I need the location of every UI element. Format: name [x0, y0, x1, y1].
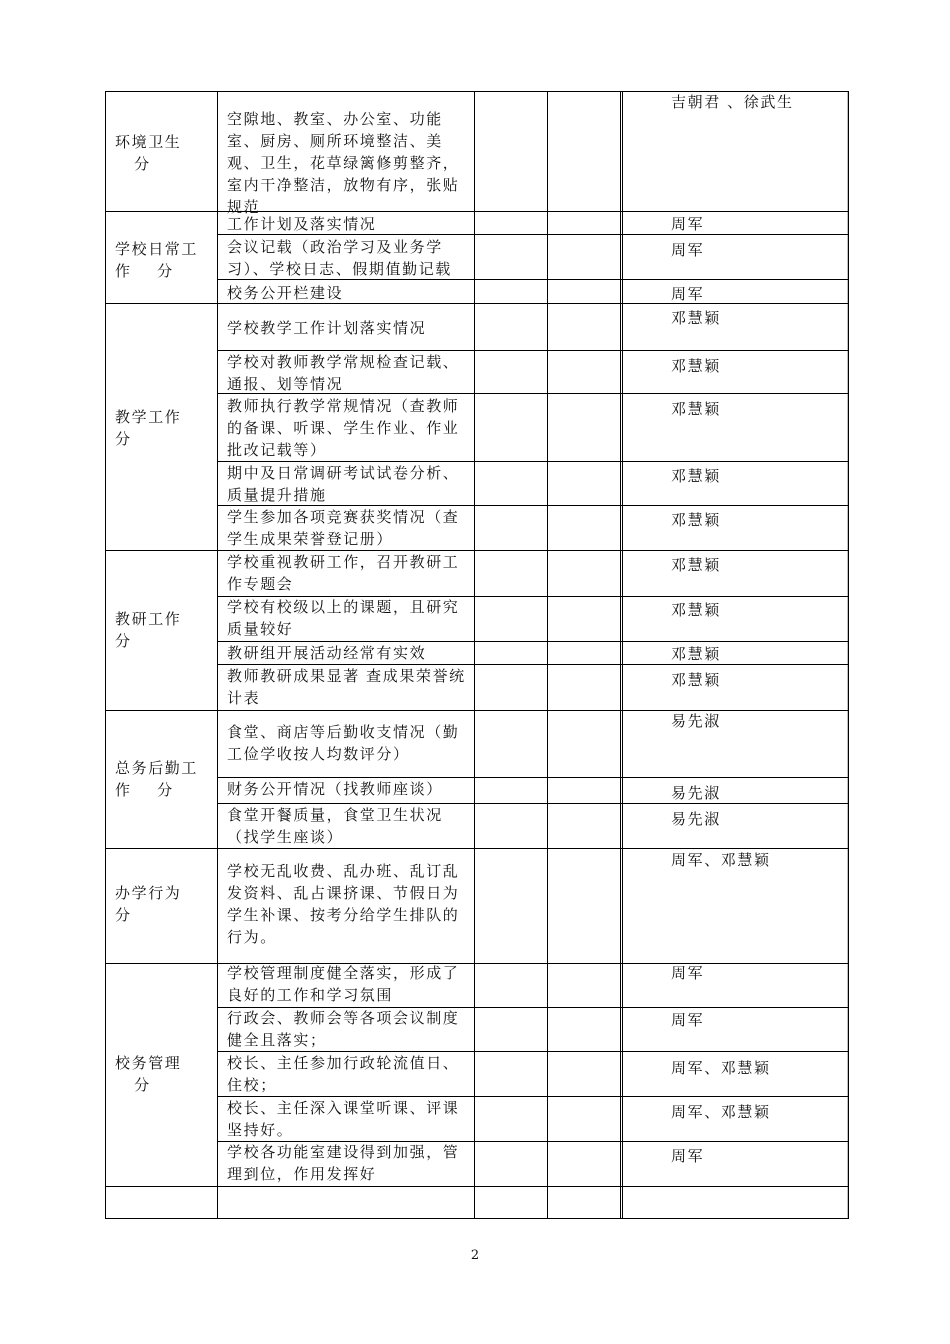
item-cell: 财务公开情况（找教师座谈）: [227, 780, 443, 798]
person-cell: 邓慧颖: [671, 556, 721, 574]
person-cell: 吉朝君 、徐武生: [671, 93, 794, 111]
person-cell: 易先淑: [671, 712, 721, 730]
item-cell: 教师执行教学常规情况（查教师的备课、听课、学生作业、作业批改记载等）: [227, 397, 460, 459]
item-cell: 学校教学工作计划落实情况: [227, 319, 427, 337]
person-cell: 邓慧颖: [671, 671, 721, 689]
person-cell: 周军、邓慧颖: [671, 1059, 771, 1077]
page-number: 2: [470, 1248, 480, 1263]
person-cell: 邓慧颖: [671, 601, 721, 619]
person-cell: 周军: [671, 215, 705, 233]
category-cell: 校务管理 分: [115, 1054, 182, 1094]
person-cell: 邓慧颖: [671, 645, 721, 663]
item-cell: 会议记载（政治学习及业务学习）、学校日志、假期值勤记载: [227, 238, 452, 278]
item-cell: 学校无乱收费、乱办班、乱订乱发资料、乱占课挤课、节假日为学生补课、按考分给学生排队的行为。: [227, 862, 460, 946]
person-cell: 邓慧颖: [671, 400, 721, 418]
person-cell: 周军: [671, 285, 705, 303]
person-cell: 周军: [671, 1147, 705, 1165]
item-cell: 学校重视教研工作，召开教研工作专题会: [227, 553, 460, 593]
category-cell: 总务后勤工作 分: [115, 759, 199, 799]
person-cell: 邓慧颖: [671, 511, 721, 529]
item-cell: 期中及日常调研考试试卷分析、质量提升措施: [227, 464, 460, 504]
person-cell: 易先淑: [671, 784, 721, 802]
category-cell: 环境卫生 分: [115, 133, 182, 173]
item-cell: 教师教研成果显著 查成果荣誉统计表: [227, 667, 466, 707]
person-cell: 周军: [671, 1011, 705, 1029]
item-cell: 校务公开栏建设: [227, 284, 344, 302]
evaluation-table: [105, 91, 849, 1219]
person-cell: 周军、邓慧颖: [671, 1103, 771, 1121]
category-cell: 学校日常工作 分: [115, 240, 199, 280]
person-cell: 邓慧颖: [671, 357, 721, 375]
item-cell: 食堂开餐质量，食堂卫生状况（找学生座谈）: [227, 806, 443, 846]
category-cell: 教学工作 分: [115, 408, 182, 448]
person-cell: 邓慧颖: [671, 309, 721, 327]
item-cell: 校长、主任参加行政轮流值日、住校；: [227, 1054, 460, 1094]
item-cell: 学校有校级以上的课题，且研究质量较好: [227, 598, 460, 638]
item-cell: 行政会、教师会等各项会议制度健全且落实；: [227, 1009, 460, 1049]
item-cell: 空隙地、教室、办公室、功能室、厨房、厕所环境整洁、美观、卫生，花草绿篱修剪整齐，室内干净整洁，放物有序，张贴规范: [227, 110, 460, 216]
category-cell: 办学行为 分: [115, 884, 182, 924]
person-cell: 邓慧颖: [671, 467, 721, 485]
item-cell: 食堂、商店等后勤收支情况（勤工俭学收按人均数评分）: [227, 723, 460, 763]
category-cell: 教研工作 分: [115, 610, 182, 650]
item-cell: 教研组开展活动经常有实效: [227, 644, 427, 662]
person-cell: 周军: [671, 241, 705, 259]
item-cell: 学校各功能室建设得到加强，管理到位，作用发挥好: [227, 1143, 460, 1183]
person-cell: 易先淑: [671, 810, 721, 828]
item-cell: 学生参加各项竞赛获奖情况（查学生成果荣誉登记册）: [227, 508, 460, 548]
item-cell: 学校管理制度健全落实，形成了良好的工作和学习氛围: [227, 964, 460, 1004]
person-cell: 周军、邓慧颖: [671, 851, 771, 869]
person-cell: 周军: [671, 964, 705, 982]
item-cell: 学校对教师教学常规检查记载、通报、划等情况: [227, 353, 460, 393]
item-cell: 校长、主任深入课堂听课、评课坚持好。: [227, 1099, 460, 1139]
item-cell: 工作计划及落实情况: [227, 215, 377, 233]
